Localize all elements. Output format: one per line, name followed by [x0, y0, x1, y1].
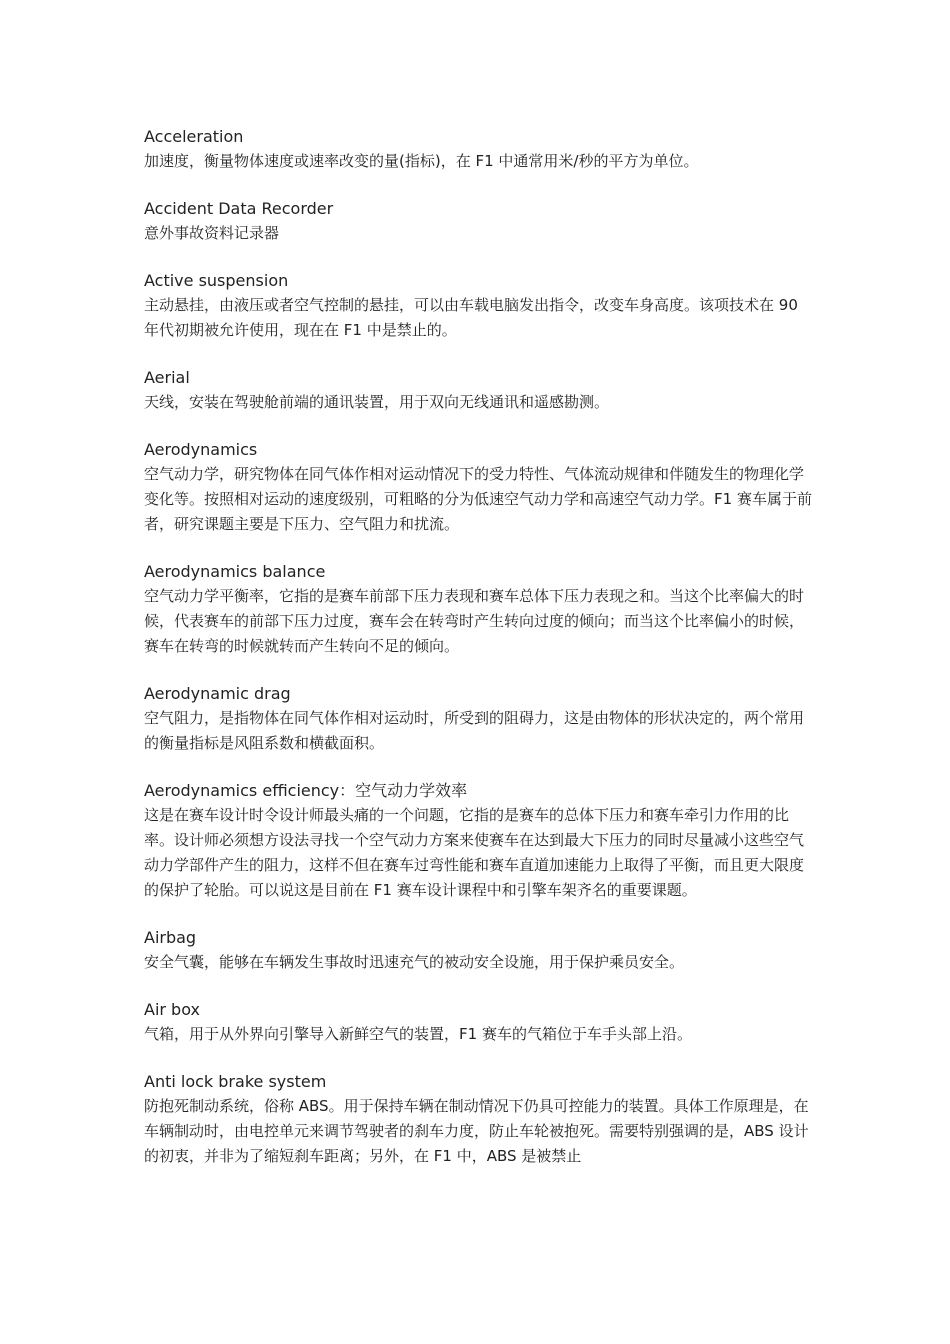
- glossary-term: Aerodynamics efficiency：空气动力学效率: [144, 781, 468, 800]
- glossary-definition: 空气阻力，是指物体在同气体作相对运动时，所受到的阻碍力，这是由物体的形状决定的，两个常用的衡量指标是风阻系数和横截面积。: [144, 709, 805, 752]
- glossary-definition: 空气动力学平衡率，它指的是赛车前部下压力表现和赛车总体下压力表现之和。当这个比率偏大的时候，代表赛车的前部下压力过度，赛车会在转弯时产生转向过度的倾向；而当这个比率偏小的时候，赛车在转弯的时候就转而产生转向不足的倾向。: [144, 587, 805, 655]
- glossary-definition: 主动悬挂，由液压或者空气控制的悬挂，可以由车载电脑发出指令，改变车身高度。该项技术在 90 年代初期被允许使用，现在在 F1 中是禁止的。: [144, 296, 798, 339]
- glossary-entry: [144, 926, 814, 975]
- glossary-term: Aerodynamic drag: [144, 684, 291, 703]
- glossary-definition: 安全气囊，能够在车辆发生事故时迅速充气的被动安全设施，用于保护乘员安全。: [144, 953, 685, 971]
- glossary-term: Aerodynamics: [144, 440, 258, 459]
- glossary-entry: [144, 366, 814, 415]
- glossary-entry: [144, 682, 814, 756]
- glossary-entry: [144, 779, 814, 903]
- glossary-definition: 空气动力学，研究物体在同气体作相对运动情况下的受力特性、气体流动规律和伴随发生的物理化学变化等。按照相对运动的速度级别，可粗略的分为低速空气动力学和高速空气动力学。F1 赛车属于前者，研究课题主要是下压力、空气阻力和扰流。: [144, 465, 812, 533]
- glossary-entry: [144, 125, 814, 174]
- glossary-entry: [144, 1070, 814, 1169]
- glossary-term: Acceleration: [144, 127, 244, 146]
- glossary-definition: 天线，安装在驾驶舱前端的通讯装置，用于双向无线通讯和遥感勘测。: [144, 393, 610, 411]
- glossary-term: Active suspension: [144, 271, 289, 290]
- glossary-entry: [144, 438, 814, 537]
- glossary-definition: 意外事故资料记录器: [144, 224, 280, 242]
- glossary-definition: 防抱死制动系统，俗称 ABS。用于保持车辆在制动情况下仍具可控能力的装置。具体工作原理是，在车辆制动时，由电控单元来调节驾驶者的刹车力度，防止车轮被抱死。需要特别强调的是，ABS 设计的初衷，并非为了缩短刹车距离；另外，在 F1 中，ABS 是被禁止: [144, 1097, 809, 1165]
- glossary-definition: 加速度，衡量物体速度或速率改变的量(指标)，在 F1 中通常用米/秒的平方为单位。: [144, 152, 699, 170]
- glossary-entry: [144, 269, 814, 343]
- glossary-term: Air box: [144, 1000, 200, 1019]
- glossary-entry: [144, 197, 814, 246]
- glossary-term: Aerial: [144, 368, 190, 387]
- glossary-entry: [144, 560, 814, 659]
- glossary-definition: 气箱，用于从外界向引擎导入新鲜空气的装置，F1 赛车的气箱位于车手头部上沿。: [144, 1025, 692, 1043]
- glossary-term: Anti lock brake system: [144, 1072, 327, 1091]
- glossary-term: Aerodynamics balance: [144, 562, 326, 581]
- glossary-term: Airbag: [144, 928, 197, 947]
- glossary-page: [144, 125, 814, 1192]
- glossary-term: Accident Data Recorder: [144, 199, 334, 218]
- glossary-entry: [144, 998, 814, 1047]
- glossary-definition: 这是在赛车设计时令设计师最头痛的一个问题，它指的是赛车的总体下压力和赛车牵引力作用的比率。设计师必须想方设法寻找一个空气动力方案来使赛车在达到最大下压力的同时尽量减小这些空气动力学部件产生的阻力，这样不但在赛车过弯性能和赛车直道加速能力上取得了平衡，而且更大限度的保护了轮胎。可以说这是目前在 F1 赛车设计课程中和引擎车架齐名的重要课题。: [144, 806, 805, 899]
